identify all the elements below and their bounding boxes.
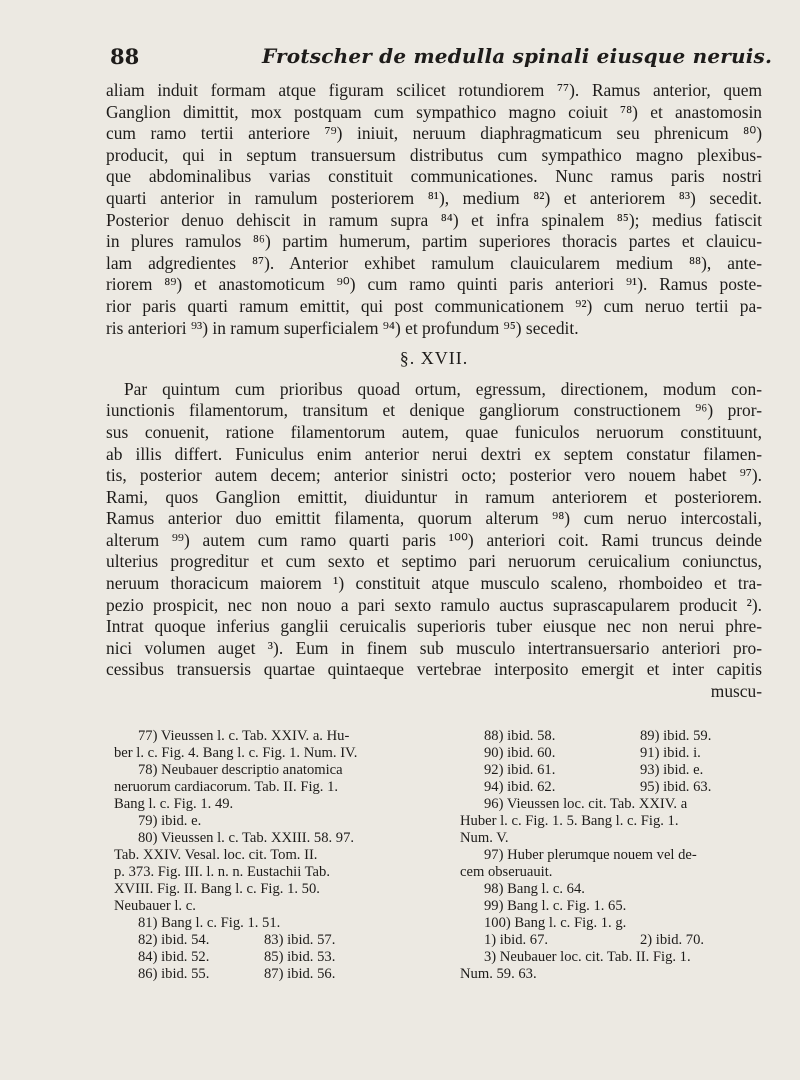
text-line: que abdominalibus varias constituit communicationes. Nunc ramus paris nostri [106, 166, 762, 187]
footnote-line: Tab. XXIV. Vesal. loc. cit. Tom. II. [114, 847, 318, 863]
text-line: Intrat quoque inferius ganglii ceruicalis superioris tuber eiusque nec non nerui phre- [106, 616, 762, 637]
footnote-line: Bang l. c. Fig. 1. 49. [114, 796, 234, 812]
footnote-pair [114, 949, 432, 966]
footnote-entry: 90) ibid. 60. [484, 745, 556, 761]
text-line: Ramus anterior duo emittit filamenta, quorum alterum ⁹⁸) cum neruo intercostali, [106, 508, 762, 529]
text-line: lam adgredientes ⁸⁷). Anterior exhibet ramulum clauicularem medium ⁸⁸), ante- [106, 252, 762, 273]
footnote-line: ber l. c. Fig. 4. Bang l. c. Fig. 1. Num. IV. [114, 745, 358, 761]
paragraph-1 [106, 80, 762, 339]
footnote-pair [460, 932, 766, 949]
footnote-line: 79) ibid. e. [138, 813, 202, 829]
footnote-line: 3) Neubauer loc. cit. Tab. II. Fig. 1. [484, 949, 691, 965]
text-line: riorem ⁸⁹) et anastomoticum ⁹⁰) cum ramo quinti paris anteriori ⁹¹). Ramus poste- [106, 274, 762, 295]
footnotes-right-column [460, 728, 766, 983]
text-line: neruum thoracicum maiorem ¹) constituit atque musculo scaleno, rhomboideo et tra- [106, 573, 762, 594]
footnote-line: Huber l. c. Fig. 1. 5. Bang l. c. Fig. 1. [460, 813, 679, 829]
text-line: Rami, quos Ganglion emittit, diuiduntur in ramum anteriorem et posteriorem. [106, 486, 762, 507]
footnote-pair [460, 728, 766, 745]
footnote-line: 98) Bang l. c. 64. [484, 881, 585, 897]
text-line: Ganglion dimittit, mox postquam cum sympathico magno coiuit ⁷⁸) et anastomosin [106, 101, 762, 122]
text-line: aliam induit formam atque figuram scilicet rotundiorem ⁷⁷). Ramus anterior, quem [106, 80, 762, 100]
footnote-pair [114, 932, 432, 949]
footnote-line: cem obseruauit. [460, 864, 553, 880]
footnote-entry: 94) ibid. 62. [484, 779, 556, 795]
text-line: sus conuenit, ratione filamentorum autem, quae funiculos neruorum constituunt, [106, 421, 762, 442]
text-line: cessibus transuersis quartae quintaeque vertebrae interposito emergit et inter capitis [106, 659, 762, 680]
footnote-pair [460, 762, 766, 779]
paragraph-2 [106, 379, 762, 703]
text-line: Par quintum cum prioribus quoad ortum, egressum, directionem, modum con- [124, 378, 762, 399]
footnotes-left-column [114, 728, 432, 983]
footnote-entry: 87) ibid. 56. [264, 966, 336, 982]
footnote-line: Neubauer l. c. [114, 898, 196, 914]
footnote-entry: 1) ibid. 67. [484, 932, 549, 948]
main-text [106, 80, 762, 703]
text-line: Posterior denuo dehiscit in ramum supra ⁸⁴) et infra spinalem ⁸⁵); medius fatiscit [106, 209, 762, 230]
footnote-entry: 84) ibid. 52. [138, 949, 210, 965]
footnote-line: XVIII. Fig. II. Bang l. c. Fig. 1. 50. [114, 881, 320, 897]
footnote-entry: 95) ibid. 63. [640, 779, 712, 795]
text-line: rior paris quarti ramum emittit, qui post communicationem ⁹²) cum neruo tertii pa- [106, 295, 762, 316]
footnote-line: 78) Neubauer descriptio anatomica [138, 762, 343, 778]
footnote-entry: 93) ibid. e. [640, 762, 704, 778]
text-line: cum ramo tertii anteriore ⁷⁹) iniuit, neruum diaphragmaticum seu phrenicum ⁸⁰) [106, 123, 762, 144]
footnote-entry: 82) ibid. 54. [138, 932, 210, 948]
text-line: ulterius progreditur et cum sexto et septimo pari neruorum ceruicalium coniunctus, [106, 551, 762, 572]
footnote-entry: 88) ibid. 58. [484, 728, 556, 744]
footnote-entry: 2) ibid. 70. [640, 932, 705, 948]
footnote-entry: 92) ibid. 61. [484, 762, 556, 778]
footnote-line: 99) Bang l. c. Fig. 1. 65. [484, 898, 627, 914]
text-line: pezio prospicit, nec non nouo a pari sexto ramulo auctus suprascapularem producit ²). [106, 594, 762, 615]
footnote-line: Num. 59. 63. [460, 966, 537, 982]
footnote-entry: 91) ibid. i. [640, 745, 701, 761]
footnote-pair [460, 779, 766, 796]
catchword: muscu- [710, 681, 762, 702]
text-line: nici volumen auget ³). Eum in finem sub musculo intertransuersario anteriori pro- [106, 637, 762, 658]
footnote-line: 77) Vieussen l. c. Tab. XXIV. a. Hu- [138, 728, 350, 744]
footnote-line: 96) Vieussen loc. cit. Tab. XXIV. a [484, 796, 688, 812]
footnote-pair [460, 745, 766, 762]
text-line: in plures ramulos ⁸⁶) partim humerum, partim superiores thoracis partes et clauicu- [106, 231, 762, 252]
page-number: 88 [110, 44, 140, 69]
footnote-entry: 85) ibid. 53. [264, 949, 336, 965]
text-line: ab illis differt. Funiculus enim anterior nerui dextri ex septem constatur filamen- [106, 443, 762, 464]
text-line: iunctionis filamentorum, transitum et denique gangliorum constructionem ⁹⁶) pror- [106, 400, 762, 421]
text-line: tis, posterior autem decem; anterior sinistri octo; posterior vero nouem habet ⁹⁷). [106, 465, 762, 486]
footnote-entry: 86) ibid. 55. [138, 966, 210, 982]
footnote-line: 100) Bang l. c. Fig. 1. g. [484, 915, 627, 931]
text-line: ris anteriori ⁹³) in ramum superficialem ⁹⁴) et profundum ⁹⁵) secedit. [106, 317, 579, 338]
footnote-line: p. 373. Fig. III. l. n. n. Eustachii Tab. [114, 864, 330, 880]
footnote-line: 97) Huber plerumque nouem vel de- [484, 847, 697, 863]
footnote-line: Num. V. [460, 830, 509, 846]
footnote-line: 81) Bang l. c. Fig. 1. 51. [138, 915, 281, 931]
text-line: alterum ⁹⁹) autem cum ramo quarti paris ¹⁰⁰) anteriori coit. Rami truncus deinde [106, 529, 762, 550]
section-heading: §. XVII. [399, 348, 469, 369]
footnote-line: 80) Vieussen l. c. Tab. XXIII. 58. 97. [138, 830, 355, 846]
text-line: producit, qui in septum transuersum distributus cum sympathico magno plexibus- [106, 144, 762, 165]
page-header [0, 44, 800, 72]
footnote-pair [114, 966, 432, 983]
footnote-entry: 83) ibid. 57. [264, 932, 336, 948]
running-head: Frotscher de medulla spinali eiusque neruis. [262, 44, 773, 68]
footnote-line: neruorum cardiacorum. Tab. II. Fig. 1. [114, 779, 339, 795]
footnote-entry: 89) ibid. 59. [640, 728, 712, 744]
text-line: quarti anterior in ramulum posteriorem ⁸¹), medium ⁸²) et anteriorem ⁸³) secedit. [106, 187, 762, 208]
